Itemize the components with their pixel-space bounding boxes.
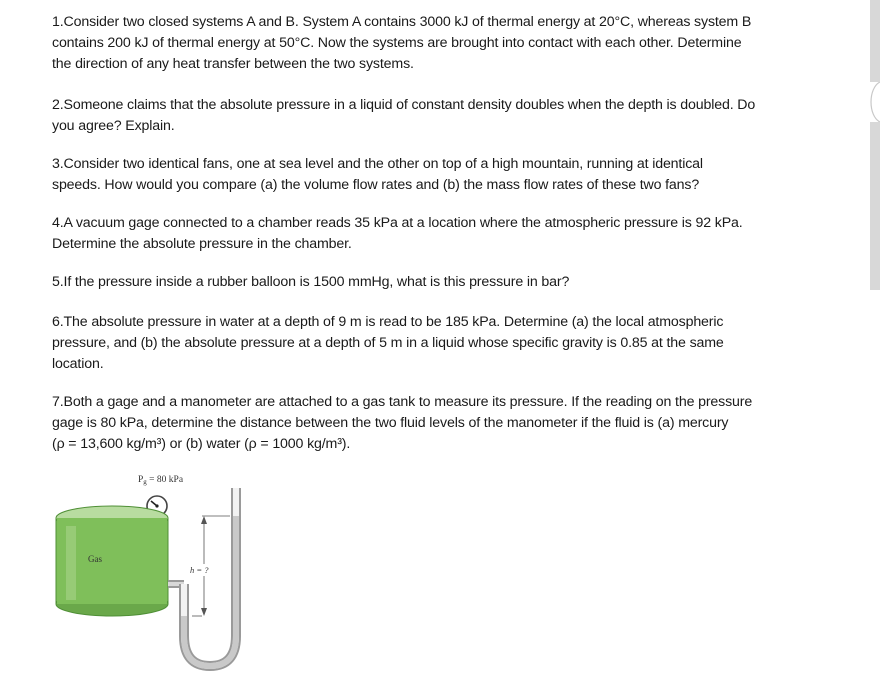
gas-tank [56, 506, 168, 616]
right-edge-panel-top [870, 0, 880, 82]
right-edge-curve [864, 82, 880, 122]
manometer-diagram [52, 466, 272, 682]
question-7: 7.Both a gage and a manometer are attached to a gas tank to measure its pressure. If the reading on the pressure gage is 80 kPa, determine the distance between the two fluid levels of the manometer if the fluid is (a) mercury (ρ = 13,600 kg/m³) or (b) water (ρ = 1000 kg/m³). [52, 394, 753, 452]
tank-label: Gas [88, 554, 102, 564]
question-4: 4.A vacuum gage connected to a chamber reads 35 kPa at a location where the atmospheric pressure is 92 kPa. Determine the absolute pressure in the chamber. [52, 215, 743, 252]
right-edge-panel-mid [870, 122, 880, 290]
gas-tank-manometer-figure [52, 466, 272, 682]
question-3: 3.Consider two identical fans, one at sea level and the other on top of a high mountain, running at identical speeds. How would you compare (a) the volume flow rates and (b) the mass flow rates of these two fans? [52, 156, 703, 193]
question-5: 5.If the pressure inside a rubber balloon is 1500 mmHg, what is this pressure in bar? [52, 274, 570, 290]
question-6: 6.The absolute pressure in water at a depth of 9 m is read to be 185 kPa. Determine (a) the local atmospheric pressure, and (b) the absolute pressure at a depth of 5 m in a liquid whose specific gravity is 0.85 at the same location. [52, 314, 724, 372]
height-label: h = ? [190, 565, 209, 575]
gage-label: $P_g = 80$ kPa [138, 475, 184, 486]
u-tube-manometer [184, 488, 236, 666]
question-1: 1.Consider two closed systems A and B. System A contains 3000 kJ of thermal energy at 20°C, whereas system B contains 200 kJ of thermal energy at 50°C. Now the systems are brought into contact with each other. Determine the direction of any heat transfer between the two systems. [52, 14, 752, 72]
question-2: 2.Someone claims that the absolute pressure in a liquid of constant density doubles when the depth is doubled. Do you agree? Explain. [52, 97, 756, 134]
